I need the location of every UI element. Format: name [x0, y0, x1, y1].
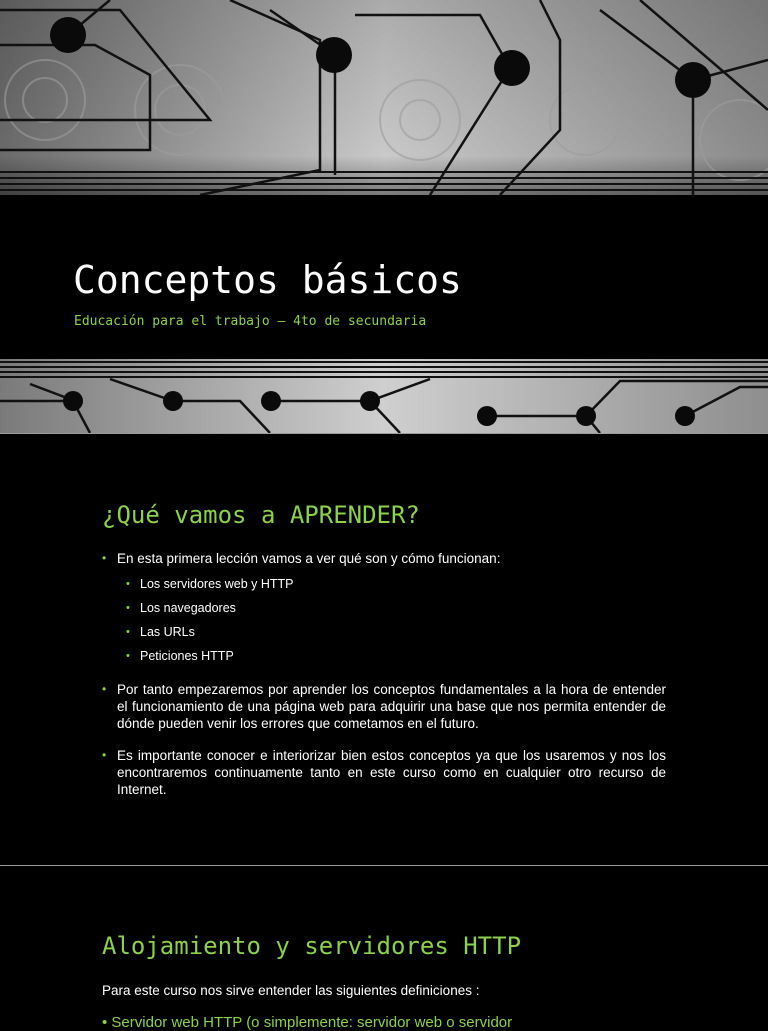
definitions-intro: Para este curso nos sirve entender las siguientes definiciones :	[102, 983, 480, 998]
definition-text: Servidor web HTTP (o simplemente: servidor web o servidor	[111, 1014, 513, 1031]
topic-item: • Los navegadores	[117, 596, 666, 620]
list-item: • Es importante conocer e interiorizar bien estos conceptos ya que los usaremos y nos los encontraremos continuamente tanto en este curso como en cualquier otro recurso de Internet.	[102, 747, 666, 798]
title-slide	[0, 0, 768, 433]
topic-item: • Peticiones HTTP	[117, 644, 666, 668]
circuit-banner-bottom	[0, 359, 768, 433]
section-heading: ¿Qué vamos a APRENDER?	[102, 501, 420, 529]
topics-sublist	[117, 572, 666, 668]
topic-item: • Los servidores web y HTTP	[117, 572, 666, 596]
circuit-banner-top	[0, 0, 768, 195]
topic-item: • Las URLs	[117, 620, 666, 644]
definition-bullet: • Servidor web HTTP (o simplemente: servidor web o servidor	[102, 1014, 513, 1031]
list-item: • Por tanto empezaremos por aprender los conceptos fundamentales a la hora de entender el funcionamiento de una página web para adquirir una base que nos permita entender de dónde pueden venir los errores que cometamos en el futuro.	[102, 681, 666, 732]
slide-title: Conceptos básicos	[73, 258, 462, 302]
list-item	[102, 550, 666, 668]
intro-text: En esta primera lección vamos a ver qué son y cómo funcionan:	[117, 551, 501, 566]
section-heading: Alojamiento y servidores HTTP	[102, 932, 522, 960]
slide-subtitle: Educación para el trabajo – 4to de secundaria	[74, 314, 427, 329]
learn-bullet-list	[102, 550, 666, 798]
